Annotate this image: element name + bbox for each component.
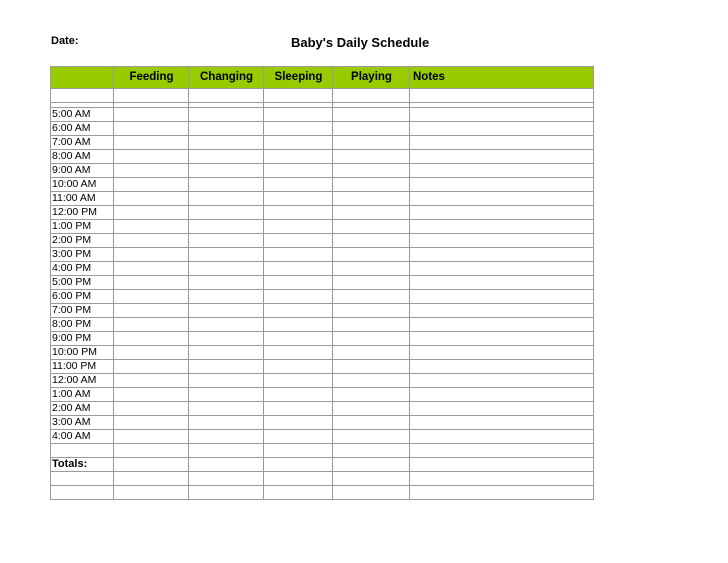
cell-notes[interactable]	[410, 304, 594, 318]
cell[interactable]	[114, 472, 189, 486]
cell-feeding[interactable]	[114, 164, 189, 178]
cell-feeding[interactable]	[114, 304, 189, 318]
cell-feeding[interactable]	[114, 220, 189, 234]
cell-playing[interactable]	[333, 262, 410, 276]
cell-sleeping[interactable]	[264, 430, 333, 444]
time-row	[51, 332, 594, 346]
cell-notes[interactable]	[410, 248, 594, 262]
cell-feeding[interactable]	[114, 290, 189, 304]
time-label: 6:00 AM	[51, 122, 114, 136]
cell[interactable]	[410, 444, 594, 458]
cell-sleeping[interactable]	[264, 388, 333, 402]
time-row	[51, 276, 594, 290]
time-label: 11:00 PM	[51, 360, 114, 374]
time-label: 5:00 PM	[51, 276, 114, 290]
page-title: Baby's Daily Schedule	[291, 35, 430, 50]
cell-changing[interactable]	[189, 290, 264, 304]
column-header-playing: Playing	[333, 67, 410, 89]
cell-feeding[interactable]	[114, 192, 189, 206]
time-label: 10:00 AM	[51, 178, 114, 192]
cell-changing[interactable]	[189, 150, 264, 164]
cell-playing[interactable]	[333, 430, 410, 444]
cell-notes[interactable]	[410, 164, 594, 178]
cell-changing[interactable]	[189, 164, 264, 178]
cell-sleeping[interactable]	[264, 360, 333, 374]
cell-feeding[interactable]	[114, 122, 189, 136]
time-row	[51, 304, 594, 318]
cell-sleeping[interactable]	[264, 304, 333, 318]
cell[interactable]	[333, 444, 410, 458]
column-header-feeding: Feeding	[114, 67, 189, 89]
cell-sleeping[interactable]	[264, 416, 333, 430]
cell[interactable]	[189, 472, 264, 486]
cell-feeding[interactable]	[114, 388, 189, 402]
time-label: 9:00 AM	[51, 164, 114, 178]
time-row	[51, 192, 594, 206]
cell-playing[interactable]	[333, 374, 410, 388]
time-label: 8:00 PM	[51, 318, 114, 332]
cell-notes[interactable]	[410, 290, 594, 304]
cell-notes[interactable]	[410, 276, 594, 290]
time-row	[51, 220, 594, 234]
cell-feeding[interactable]	[114, 178, 189, 192]
totals-row	[51, 458, 594, 472]
cell-changing[interactable]	[189, 248, 264, 262]
time-label: 4:00 PM	[51, 262, 114, 276]
cell-changing[interactable]	[189, 346, 264, 360]
cell-sleeping[interactable]	[264, 262, 333, 276]
cell-feeding[interactable]	[114, 318, 189, 332]
total-changing[interactable]	[189, 458, 264, 472]
time-label: 4:00 AM	[51, 430, 114, 444]
cell-playing[interactable]	[333, 178, 410, 192]
cell[interactable]	[264, 89, 333, 103]
cell-notes[interactable]	[410, 430, 594, 444]
cell[interactable]	[114, 486, 189, 500]
time-row	[51, 416, 594, 430]
cell-changing[interactable]	[189, 262, 264, 276]
total-playing[interactable]	[333, 458, 410, 472]
date-label: Date:	[51, 35, 79, 47]
cell-changing[interactable]	[189, 206, 264, 220]
cell[interactable]	[189, 89, 264, 103]
cell[interactable]	[114, 444, 189, 458]
time-label: 1:00 PM	[51, 220, 114, 234]
time-label: 10:00 PM	[51, 346, 114, 360]
cell[interactable]	[264, 486, 333, 500]
cell-sleeping[interactable]	[264, 332, 333, 346]
cell-changing[interactable]	[189, 402, 264, 416]
cell-playing[interactable]	[333, 332, 410, 346]
cell-playing[interactable]	[333, 290, 410, 304]
cell-playing[interactable]	[333, 388, 410, 402]
cell-changing[interactable]	[189, 332, 264, 346]
cell-changing[interactable]	[189, 136, 264, 150]
time-row	[51, 122, 594, 136]
cell-playing[interactable]	[333, 192, 410, 206]
totals-label: Totals:	[51, 458, 114, 472]
cell[interactable]	[333, 89, 410, 103]
schedule-table	[50, 66, 594, 500]
cell-sleeping[interactable]	[264, 192, 333, 206]
cell-sleeping[interactable]	[264, 150, 333, 164]
cell-notes[interactable]	[410, 360, 594, 374]
cell[interactable]	[51, 472, 114, 486]
cell[interactable]	[51, 89, 114, 103]
cell-feeding[interactable]	[114, 276, 189, 290]
cell-changing[interactable]	[189, 318, 264, 332]
time-label: 8:00 AM	[51, 150, 114, 164]
time-row	[51, 430, 594, 444]
time-label: 2:00 AM	[51, 402, 114, 416]
cell-notes[interactable]	[410, 332, 594, 346]
cell[interactable]	[189, 486, 264, 500]
cell-changing[interactable]	[189, 430, 264, 444]
cell-notes[interactable]	[410, 234, 594, 248]
cell-sleeping[interactable]	[264, 108, 333, 122]
blank-row	[51, 444, 594, 458]
cell-playing[interactable]	[333, 276, 410, 290]
cell-changing[interactable]	[189, 304, 264, 318]
cell-playing[interactable]	[333, 402, 410, 416]
cell-notes[interactable]	[410, 388, 594, 402]
time-row	[51, 374, 594, 388]
cell[interactable]	[333, 486, 410, 500]
time-row	[51, 388, 594, 402]
cell-notes[interactable]	[410, 136, 594, 150]
time-row	[51, 150, 594, 164]
cell-feeding[interactable]	[114, 262, 189, 276]
cell-playing[interactable]	[333, 150, 410, 164]
time-label: 6:00 PM	[51, 290, 114, 304]
time-label: 2:00 PM	[51, 234, 114, 248]
cell-playing[interactable]	[333, 346, 410, 360]
cell[interactable]	[189, 444, 264, 458]
cell-sleeping[interactable]	[264, 318, 333, 332]
blank-row	[51, 486, 594, 500]
cell-changing[interactable]	[189, 122, 264, 136]
cell-feeding[interactable]	[114, 248, 189, 262]
cell-sleeping[interactable]	[264, 220, 333, 234]
cell-playing[interactable]	[333, 318, 410, 332]
time-label: 12:00 PM	[51, 206, 114, 220]
cell-changing[interactable]	[189, 178, 264, 192]
column-header-changing: Changing	[189, 67, 264, 89]
time-row	[51, 248, 594, 262]
time-label: 3:00 PM	[51, 248, 114, 262]
cell[interactable]	[114, 89, 189, 103]
time-row	[51, 206, 594, 220]
cell-playing[interactable]	[333, 164, 410, 178]
cell-feeding[interactable]	[114, 346, 189, 360]
cell[interactable]	[410, 472, 594, 486]
time-row	[51, 346, 594, 360]
cell-notes[interactable]	[410, 220, 594, 234]
cell-feeding[interactable]	[114, 332, 189, 346]
cell-changing[interactable]	[189, 416, 264, 430]
cell-feeding[interactable]	[114, 108, 189, 122]
cell-notes[interactable]	[410, 318, 594, 332]
cell-notes[interactable]	[410, 416, 594, 430]
cell-playing[interactable]	[333, 416, 410, 430]
time-row	[51, 234, 594, 248]
cell[interactable]	[410, 89, 594, 103]
time-row	[51, 164, 594, 178]
time-row	[51, 108, 594, 122]
time-row	[51, 178, 594, 192]
cell-sleeping[interactable]	[264, 178, 333, 192]
cell-notes[interactable]	[410, 374, 594, 388]
cell-notes[interactable]	[410, 402, 594, 416]
cell-changing[interactable]	[189, 388, 264, 402]
cell[interactable]	[51, 486, 114, 500]
cell-feeding[interactable]	[114, 402, 189, 416]
cell-sleeping[interactable]	[264, 290, 333, 304]
cell-playing[interactable]	[333, 304, 410, 318]
time-label: 11:00 AM	[51, 192, 114, 206]
cell-feeding[interactable]	[114, 430, 189, 444]
cell-playing[interactable]	[333, 360, 410, 374]
column-header-sleeping: Sleeping	[264, 67, 333, 89]
time-label: 7:00 AM	[51, 136, 114, 150]
cell-playing[interactable]	[333, 220, 410, 234]
cell-changing[interactable]	[189, 360, 264, 374]
cell-sleeping[interactable]	[264, 136, 333, 150]
cell-changing[interactable]	[189, 276, 264, 290]
cell-playing[interactable]	[333, 248, 410, 262]
cell-notes[interactable]	[410, 178, 594, 192]
cell-sleeping[interactable]	[264, 276, 333, 290]
cell[interactable]	[410, 486, 594, 500]
time-label: 7:00 PM	[51, 304, 114, 318]
cell-feeding[interactable]	[114, 374, 189, 388]
cell-changing[interactable]	[189, 108, 264, 122]
cell[interactable]	[51, 444, 114, 458]
time-label: 9:00 PM	[51, 332, 114, 346]
cell[interactable]	[264, 444, 333, 458]
time-row	[51, 262, 594, 276]
cell-sleeping[interactable]	[264, 346, 333, 360]
cell-feeding[interactable]	[114, 234, 189, 248]
time-label: 1:00 AM	[51, 388, 114, 402]
cell-sleeping[interactable]	[264, 374, 333, 388]
cell[interactable]	[333, 472, 410, 486]
time-row	[51, 402, 594, 416]
cell-feeding[interactable]	[114, 360, 189, 374]
cell-changing[interactable]	[189, 234, 264, 248]
cell-sleeping[interactable]	[264, 122, 333, 136]
cell-playing[interactable]	[333, 108, 410, 122]
total-notes[interactable]	[410, 458, 594, 472]
cell-notes[interactable]	[410, 206, 594, 220]
cell-playing[interactable]	[333, 136, 410, 150]
cell[interactable]	[264, 472, 333, 486]
cell-changing[interactable]	[189, 220, 264, 234]
cell-sleeping[interactable]	[264, 248, 333, 262]
time-label: 12:00 AM	[51, 374, 114, 388]
header-corner-cell	[51, 67, 114, 89]
cell-notes[interactable]	[410, 108, 594, 122]
column-header-notes: Notes	[410, 67, 594, 89]
blank-row	[51, 472, 594, 486]
cell-playing[interactable]	[333, 122, 410, 136]
cell-playing[interactable]	[333, 234, 410, 248]
cell-sleeping[interactable]	[264, 234, 333, 248]
cell-feeding[interactable]	[114, 136, 189, 150]
cell-notes[interactable]	[410, 346, 594, 360]
time-label: 3:00 AM	[51, 416, 114, 430]
cell-sleeping[interactable]	[264, 402, 333, 416]
cell-sleeping[interactable]	[264, 164, 333, 178]
cell-sleeping[interactable]	[264, 206, 333, 220]
cell-feeding[interactable]	[114, 206, 189, 220]
header-row	[51, 67, 594, 89]
total-feeding[interactable]	[114, 458, 189, 472]
cell-feeding[interactable]	[114, 150, 189, 164]
cell-changing[interactable]	[189, 374, 264, 388]
blank-row	[51, 89, 594, 103]
cell-changing[interactable]	[189, 192, 264, 206]
cell-notes[interactable]	[410, 150, 594, 164]
cell-feeding[interactable]	[114, 416, 189, 430]
cell-notes[interactable]	[410, 262, 594, 276]
time-row	[51, 136, 594, 150]
total-sleeping[interactable]	[264, 458, 333, 472]
time-row	[51, 318, 594, 332]
cell-notes[interactable]	[410, 192, 594, 206]
time-row	[51, 290, 594, 304]
time-row	[51, 360, 594, 374]
cell-playing[interactable]	[333, 206, 410, 220]
time-label: 5:00 AM	[51, 108, 114, 122]
cell-notes[interactable]	[410, 122, 594, 136]
